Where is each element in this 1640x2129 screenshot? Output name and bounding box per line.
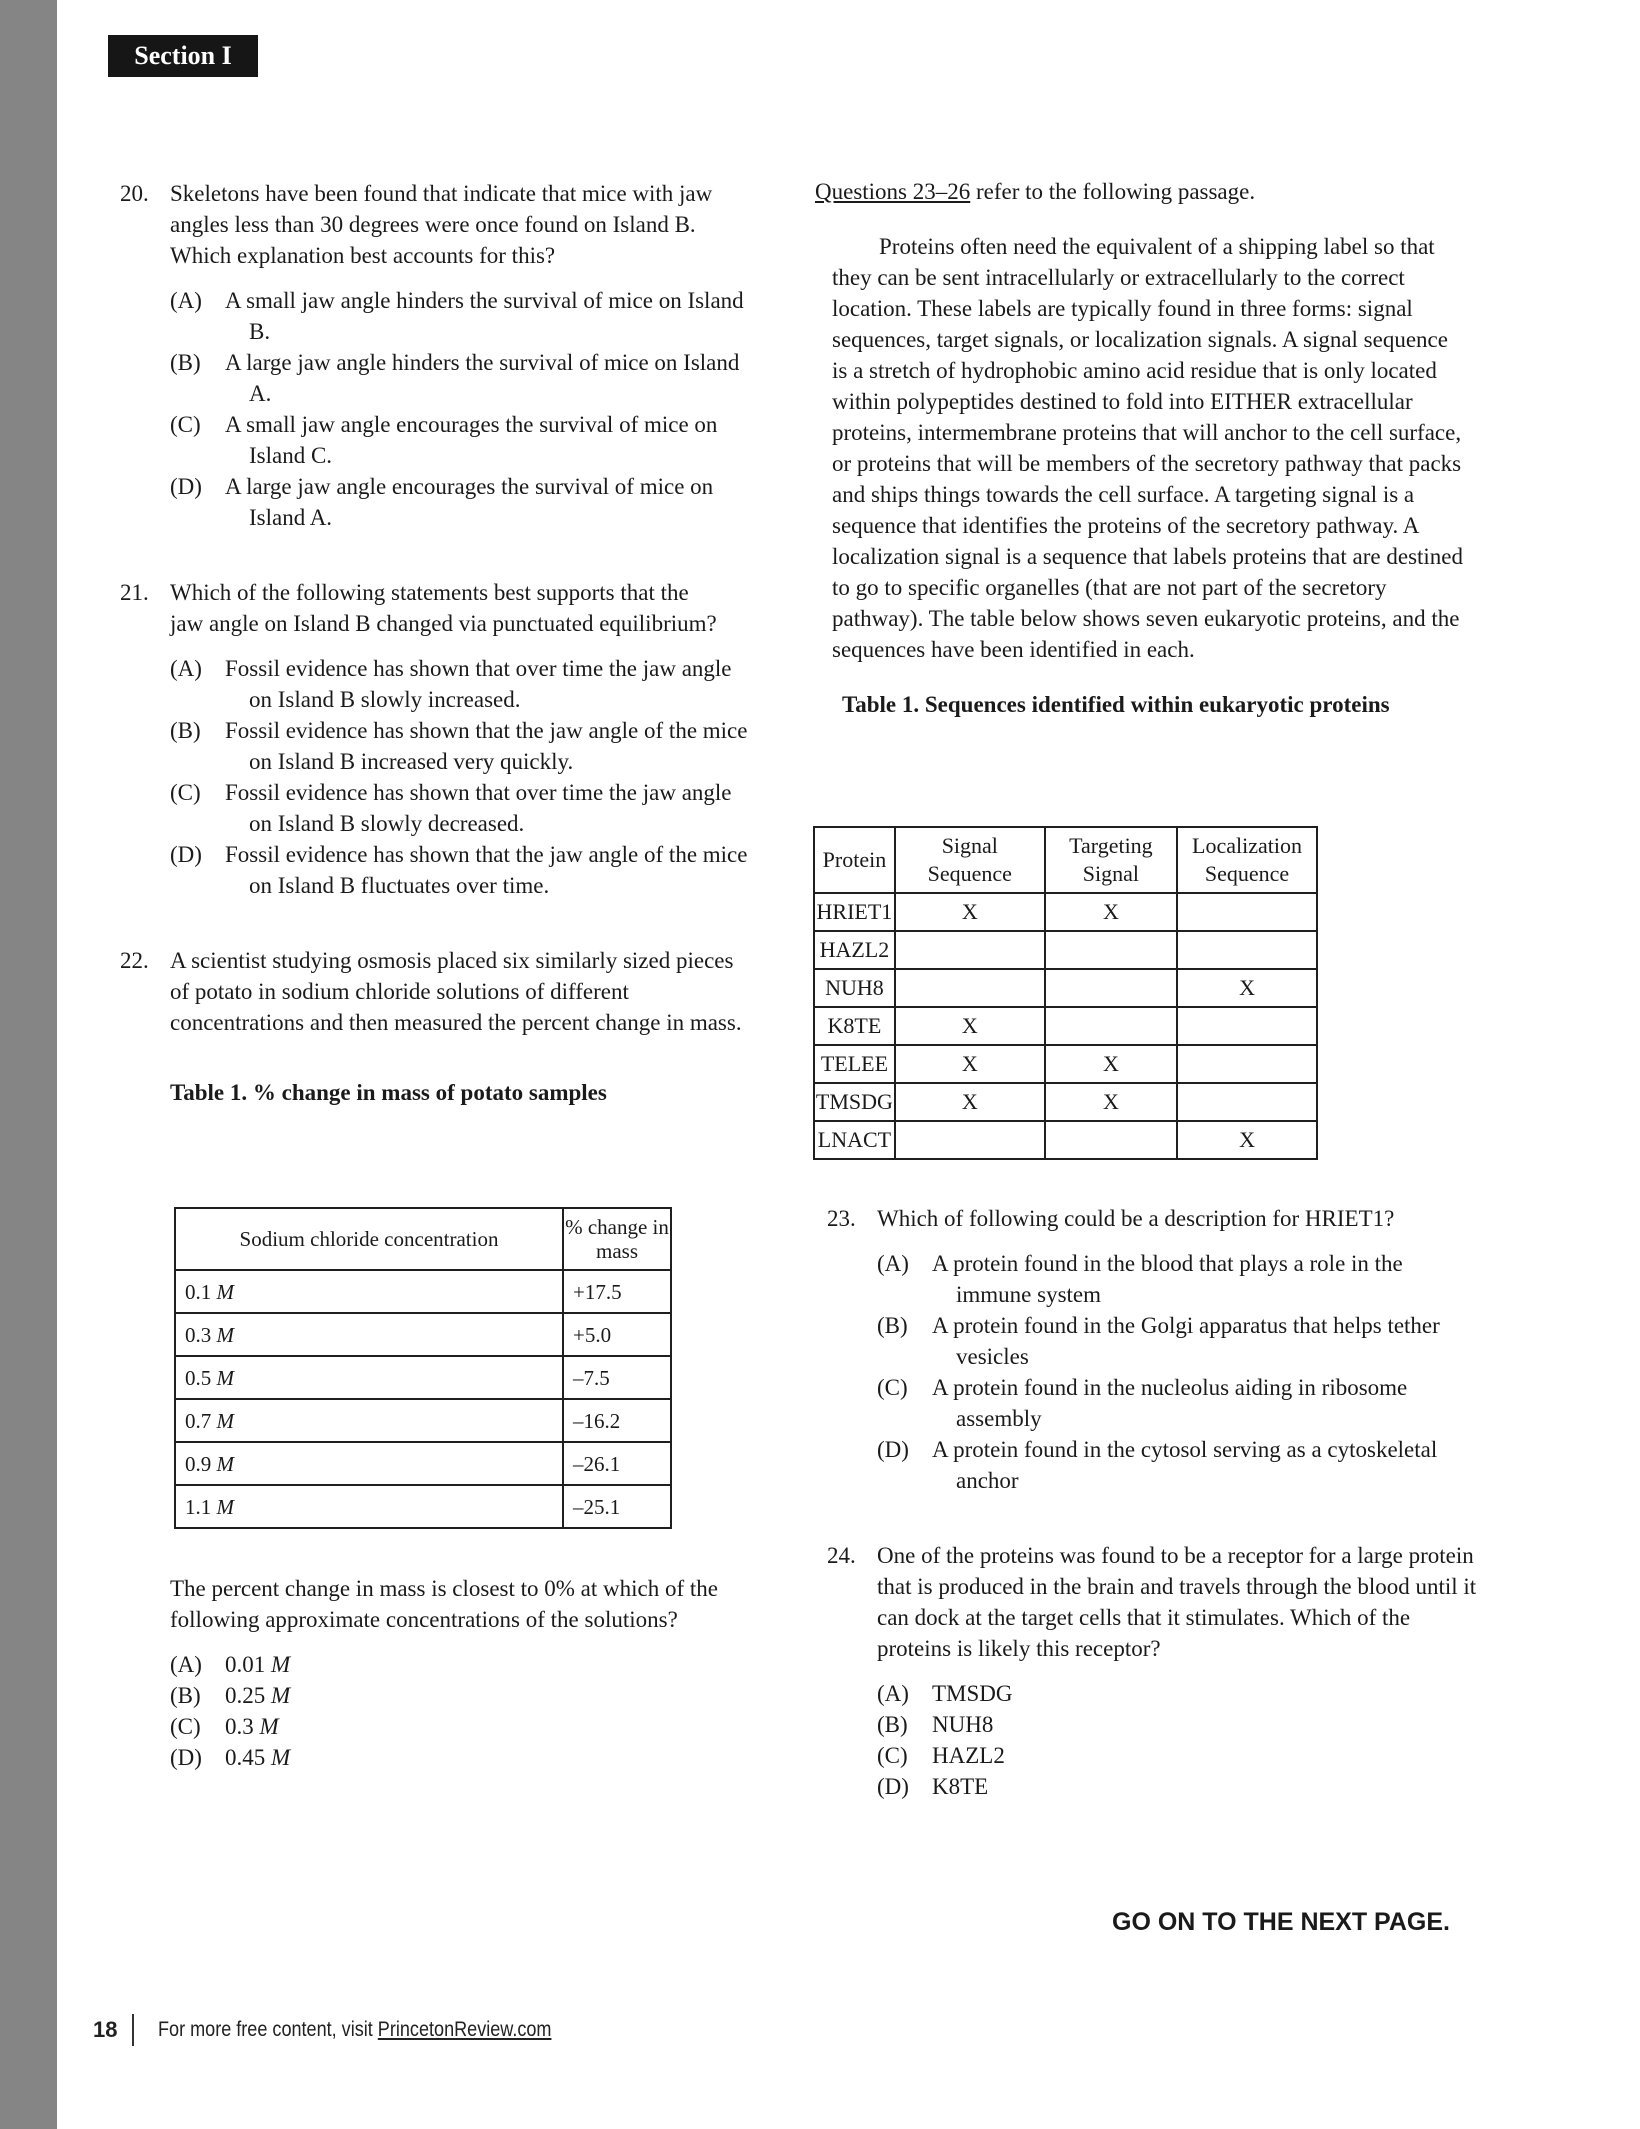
targeting-cell	[1045, 931, 1177, 969]
footer-text: For more free content, visit PrincetonReview.com	[158, 2018, 552, 2041]
table-row	[814, 931, 1317, 969]
localization-cell	[1177, 1007, 1317, 1045]
column-header: Signal Sequence	[895, 827, 1045, 893]
concentration-cell: 0.1 M	[175, 1270, 563, 1313]
table-row	[814, 1045, 1317, 1083]
option-letter: (C)	[170, 1714, 201, 1739]
table-title: Table 1. Sequences identified within eukaryotic proteins	[842, 692, 1390, 717]
option-text: HAZL2	[932, 1743, 1005, 1768]
page-number: 18	[93, 2017, 118, 2042]
answer-option-a[interactable]	[877, 1248, 1482, 1310]
table-row	[175, 1270, 671, 1313]
option-unit: M	[271, 1683, 291, 1708]
table-header-row	[814, 827, 1317, 893]
concentration-cell: 0.3 M	[175, 1313, 563, 1356]
question-stem: A scientist studying osmosis placed six similarly sized pieces of potato in sodium chloride solutions of different concentrations and then measured the percent change in mass.	[170, 948, 742, 1035]
column-header: Protein	[814, 827, 895, 893]
protein-cell: K8TE	[814, 1007, 895, 1045]
concentration-cell: 0.7 M	[175, 1399, 563, 1442]
answer-option-a[interactable]	[170, 653, 760, 715]
question-22	[120, 945, 760, 1108]
passage-text: Proteins often need the equivalent of a shipping label so that they can be sent intracellularly or extracellularly to the correct location. These labels are typically found in three forms: signal sequences, target signals, or localization signals. A signal sequence is a stretch of hydrophobic amino acid residue that is only located within polypeptides destined to fold into EITHER extracellular proteins, intermembrane proteins that will anchor to the cell surface, or proteins that will be members of the secretory pathway that packs and ships things towards the cell surface. A targeting signal is a sequence that identifies the proteins of the secretory pathway. A localization signal is a sequence that labels proteins that are destined to go to specific organelles (that are not part of the secretory pathway). The table below shows seven eukaryotic proteins, and the sequences have been identified in each.	[832, 234, 1464, 662]
table-header-row	[175, 1208, 671, 1270]
localization-cell	[1177, 1083, 1317, 1121]
column-header: Localization Sequence	[1177, 827, 1317, 893]
question-stem: One of the proteins was found to be a receptor for a large protein that is produced in the brain and travels through the blood until it can dock at the target cells that it stimulates. Which of the proteins is likely this receptor?	[877, 1543, 1477, 1661]
concentration-cell: 0.9 M	[175, 1442, 563, 1485]
right-column	[815, 176, 1480, 720]
targeting-cell	[1045, 1007, 1177, 1045]
concentration-cell: 1.1 M	[175, 1485, 563, 1528]
option-letter: (C)	[170, 412, 201, 437]
localization-cell	[1177, 1045, 1317, 1083]
answer-options	[170, 1649, 745, 1773]
question-number: 24.	[827, 1543, 856, 1568]
answer-option-b[interactable]	[877, 1709, 1482, 1740]
answer-option-c[interactable]	[170, 1711, 745, 1742]
protein-cell: NUH8	[814, 969, 895, 1007]
option-letter: (B)	[170, 718, 201, 743]
option-letter: (B)	[877, 1313, 908, 1338]
answer-option-b[interactable]	[170, 1680, 745, 1711]
signal-cell	[895, 1121, 1045, 1159]
table-row	[175, 1313, 671, 1356]
passage-intro: Questions 23–26 refer to the following passage.	[815, 179, 1256, 204]
answer-option-a[interactable]	[170, 1649, 745, 1680]
column-header: % change in mass	[563, 1208, 671, 1270]
answer-option-d[interactable]	[877, 1434, 1482, 1496]
option-text: 0.3	[225, 1714, 254, 1739]
targeting-cell: X	[1045, 893, 1177, 931]
answer-options	[877, 1248, 1482, 1496]
page-edge-bar	[0, 0, 57, 2129]
protein-cell: LNACT	[814, 1121, 895, 1159]
question-22-followup	[170, 1573, 745, 1773]
option-letter: (A)	[170, 288, 202, 313]
option-text: NUH8	[932, 1712, 994, 1737]
option-letter: (C)	[877, 1375, 908, 1400]
option-text: A protein found in the blood that plays a role in the immune system	[932, 1251, 1403, 1307]
option-text: 0.45	[225, 1745, 266, 1770]
footer-divider	[132, 2014, 134, 2046]
answer-option-a[interactable]	[877, 1678, 1482, 1709]
answer-option-b[interactable]	[170, 347, 760, 409]
table-row	[814, 1007, 1317, 1045]
targeting-cell: X	[1045, 1083, 1177, 1121]
question-stem: Which of following could be a description for HRIET1?	[877, 1206, 1395, 1231]
answer-option-d[interactable]	[170, 471, 760, 533]
option-letter: (A)	[877, 1251, 909, 1276]
targeting-cell	[1045, 1121, 1177, 1159]
question-number: 22.	[120, 948, 149, 973]
change-cell: –16.2	[563, 1399, 671, 1442]
option-text: Fossil evidence has shown that over time the jaw angle on Island B slowly decreased.	[225, 780, 732, 836]
question-range: Questions 23–26	[815, 179, 971, 204]
answer-option-c[interactable]	[170, 409, 760, 471]
section-label: Section I	[108, 35, 258, 77]
princeton-review-link[interactable]: PrincetonReview.com	[378, 2018, 552, 2041]
localization-cell	[1177, 931, 1317, 969]
option-letter: (B)	[170, 1683, 201, 1708]
option-letter: (D)	[877, 1437, 909, 1462]
change-cell: –25.1	[563, 1485, 671, 1528]
answer-option-a[interactable]	[170, 285, 760, 347]
targeting-cell	[1045, 969, 1177, 1007]
table-row	[814, 893, 1317, 931]
question-23	[827, 1203, 1482, 1496]
question-number: 23.	[827, 1206, 856, 1231]
question-24	[827, 1540, 1482, 1802]
table-title: Table 1. % change in mass of potato samples	[170, 1080, 607, 1105]
table-row	[175, 1399, 671, 1442]
change-cell: +5.0	[563, 1313, 671, 1356]
localization-cell	[1177, 893, 1317, 931]
question-stem: Skeletons have been found that indicate that mice with jaw angles less than 30 degrees were once found on Island B. Which explanation best accounts for this?	[170, 181, 713, 268]
table-row	[814, 1121, 1317, 1159]
question-number: 21.	[120, 580, 149, 605]
signal-cell: X	[895, 1045, 1045, 1083]
question-21	[120, 577, 760, 901]
protein-cell: TELEE	[814, 1045, 895, 1083]
option-letter: (B)	[877, 1712, 908, 1737]
option-text: Fossil evidence has shown that over time the jaw angle on Island B slowly increased.	[225, 656, 732, 712]
option-text: A large jaw angle encourages the survival of mice on Island A.	[225, 474, 714, 530]
answer-option-b[interactable]	[170, 715, 760, 777]
potato-mass-table	[174, 1207, 672, 1529]
option-letter: (D)	[170, 842, 202, 867]
question-stem: Which of the following statements best supports that the jaw angle on Island B changed via punctuated equilibrium?	[170, 580, 717, 636]
next-page-notice: GO ON TO THE NEXT PAGE.	[1112, 1908, 1451, 1936]
answer-option-c[interactable]	[877, 1372, 1482, 1434]
option-text: Fossil evidence has shown that the jaw angle of the mice on Island B increased very quickly.	[225, 718, 748, 774]
column-header: Sodium chloride concentration	[175, 1208, 563, 1270]
option-text: A large jaw angle hinders the survival of mice on Island A.	[225, 350, 740, 406]
answer-option-d[interactable]	[877, 1771, 1482, 1802]
option-letter: (D)	[170, 474, 202, 499]
option-text: 0.25	[225, 1683, 266, 1708]
option-letter: (C)	[877, 1743, 908, 1768]
targeting-cell: X	[1045, 1045, 1177, 1083]
option-text: A protein found in the cytosol serving as a cytoskeletal anchor	[932, 1437, 1438, 1493]
option-unit: M	[271, 1652, 291, 1677]
answer-option-c[interactable]	[170, 777, 760, 839]
change-cell: +17.5	[563, 1270, 671, 1313]
answer-option-d[interactable]	[170, 1742, 745, 1773]
question-20	[120, 178, 760, 533]
option-text: A small jaw angle hinders the survival of mice on Island B.	[225, 288, 744, 344]
option-text: K8TE	[932, 1774, 989, 1799]
question-number: 20.	[120, 181, 149, 206]
signal-cell: X	[895, 1083, 1045, 1121]
answer-options	[170, 653, 760, 901]
option-text: TMSDG	[932, 1681, 1013, 1706]
table-row	[175, 1356, 671, 1399]
option-letter: (B)	[170, 350, 201, 375]
right-questions	[827, 1203, 1482, 1802]
protein-cell: TMSDG	[814, 1083, 895, 1121]
answer-option-d[interactable]	[170, 839, 760, 901]
option-letter: (C)	[170, 780, 201, 805]
protein-cell: HAZL2	[814, 931, 895, 969]
option-unit: M	[259, 1714, 279, 1739]
option-letter: (A)	[877, 1681, 909, 1706]
table-row	[814, 1083, 1317, 1121]
left-column	[120, 178, 760, 1108]
signal-cell: X	[895, 893, 1045, 931]
table-row	[814, 969, 1317, 1007]
option-text: A protein found in the nucleolus aiding in ribosome assembly	[932, 1375, 1408, 1431]
localization-cell: X	[1177, 969, 1317, 1007]
signal-cell	[895, 969, 1045, 1007]
answer-options	[877, 1678, 1482, 1802]
concentration-cell: 0.5 M	[175, 1356, 563, 1399]
option-letter: (A)	[170, 1652, 202, 1677]
protein-cell: HRIET1	[814, 893, 895, 931]
option-text: 0.01	[225, 1652, 266, 1677]
option-text: A small jaw angle encourages the survival of mice on Island C.	[225, 412, 718, 468]
signal-cell	[895, 931, 1045, 969]
option-letter: (D)	[170, 1745, 202, 1770]
option-letter: (A)	[170, 656, 202, 681]
localization-cell: X	[1177, 1121, 1317, 1159]
answer-options	[170, 285, 760, 533]
option-text: A protein found in the Golgi apparatus that helps tether vesicles	[932, 1313, 1440, 1369]
table-row	[175, 1442, 671, 1485]
answer-option-c[interactable]	[877, 1740, 1482, 1771]
option-text: Fossil evidence has shown that the jaw angle of the mice on Island B fluctuates over time.	[225, 842, 748, 898]
table-row	[175, 1485, 671, 1528]
followup-stem: The percent change in mass is closest to 0% at which of the following approximate concentrations of the solutions?	[170, 1576, 719, 1632]
page-footer	[93, 2013, 616, 2047]
change-cell: –7.5	[563, 1356, 671, 1399]
option-unit: M	[271, 1745, 291, 1770]
protein-sequence-table	[813, 826, 1318, 1160]
signal-cell: X	[895, 1007, 1045, 1045]
change-cell: –26.1	[563, 1442, 671, 1485]
column-header: Targeting Signal	[1045, 827, 1177, 893]
answer-option-b[interactable]	[877, 1310, 1482, 1372]
option-letter: (D)	[877, 1774, 909, 1799]
